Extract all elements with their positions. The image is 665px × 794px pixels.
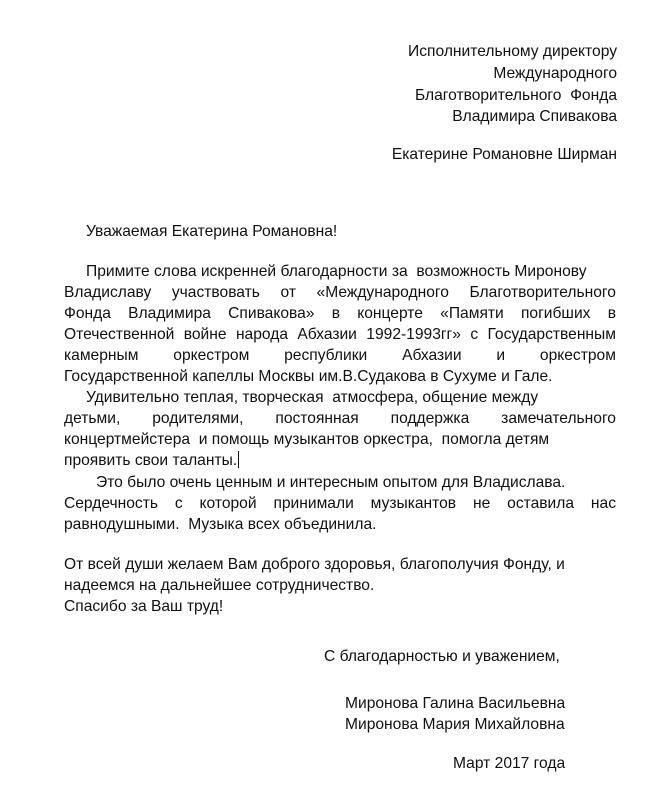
signatory-2: Миронова Мария Михайловна [345,716,565,733]
addressee-name: Екатерине Романовне Ширман [391,146,617,163]
word: родителями, [152,410,244,427]
word: камерным [64,347,139,364]
paragraph-2-line-2 [64,409,616,430]
word: «Международного [316,284,449,301]
word: оркестром [173,347,250,364]
paragraph-1-line-1: Примите слова искренней благодарности за возможность Миронову [86,263,587,280]
word: от [280,284,296,301]
word: музыкантов [370,495,457,512]
word: принимали [273,495,354,512]
word: с [470,326,479,343]
word: Абхазии [402,347,462,364]
addressee-line-4: Владимира Спивакова [452,108,617,125]
wishes-line-3: Спасибо за Ваш труд! [64,598,224,615]
word: войне [183,326,227,343]
paragraph-2-line-3: концертмейстера и помощь музыкантов оркестра, помогла детям [64,431,550,448]
word: нас [590,495,616,512]
word: не [472,495,491,512]
word: Благотворительного [469,284,616,301]
word: погибших [520,305,591,322]
word: Отечественной [64,326,175,343]
word: Сердечность [64,495,158,512]
paragraph-2-line-1: Удивительно теплая, творческая атмосфера, общение между [86,389,539,406]
word: Абхазии [297,326,357,343]
paragraph-3-line-1: Это было очень ценным и интересным опытом для Владислава. [96,474,566,491]
addressee-line-3: Благотворительного Фонда [414,87,617,104]
word: оркестром [539,347,616,364]
addressee-line-1: Исполнительному директору [408,43,617,60]
word: Владимира [128,305,211,322]
letter-date: Март 2017 года [453,755,566,772]
wishes-line-1: От всей души желаем Вам доброго здоровья, благополучия Фонду, и [64,556,565,573]
word: концерте [357,305,423,322]
word: Владиславу [64,284,152,301]
text-cursor [238,451,239,468]
word: Фонда [64,305,111,322]
paragraph-3-line-2 [64,494,616,515]
word: в [607,305,616,322]
word: в [331,305,341,322]
word: постоянная [275,410,359,427]
word: детьми, [64,410,121,427]
paragraph-2-line-4-wrap [64,451,239,472]
word: республики [284,347,368,364]
addressee-line-2: Международного [493,65,617,82]
closing: С благодарностью и уважением, [324,648,560,665]
word: замечательного [501,410,616,427]
word: народа [235,326,288,343]
word: поддержка [390,410,470,427]
word: «Памяти [440,305,504,322]
paragraph-2-line-4: проявить свои таланты. [64,452,238,469]
paragraph-1-line-5 [64,346,616,367]
word: Спивакова» [228,305,315,322]
wishes-line-2: надеемся на дальнейшее сотрудничество. [64,577,375,594]
word: с [174,495,183,512]
paragraph-1-line-4 [64,325,616,346]
word: Государственным [487,326,616,343]
word: и [496,347,506,364]
paragraph-1-line-2 [64,283,616,304]
salutation: Уважаемая Екатерина Романовна! [86,223,338,240]
paragraph-3-line-3: равнодушными. Музыка всех объединила. [64,516,377,533]
paragraph-1-line-3 [64,304,616,325]
word: которой [199,495,257,512]
word: оставила [507,495,575,512]
signatory-1: Миронова Галина Васильевна [345,695,566,712]
word: участвовать [171,284,260,301]
paragraph-1-line-6: Государственной капеллы Москвы им.В.Судакова в Сухуме и Гале. [64,368,553,385]
word: 1992-1993гг» [366,326,461,343]
